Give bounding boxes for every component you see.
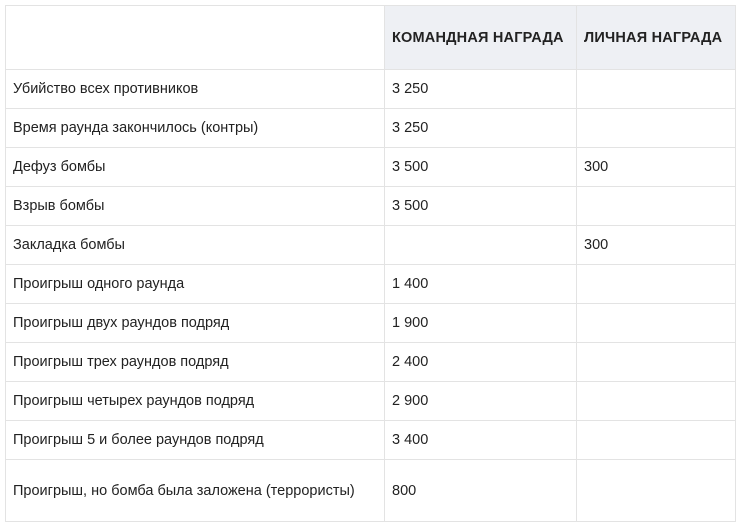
table-row (6, 421, 736, 460)
team-reward-cell: 3 500 (385, 187, 577, 226)
event-cell: Убийство всех противников (6, 70, 385, 109)
table-row (6, 460, 736, 522)
team-reward-cell: 3 250 (385, 70, 577, 109)
table-row (6, 70, 736, 109)
team-reward-cell: 3 250 (385, 109, 577, 148)
header-cell-team-reward: КОМАНДНАЯ НАГРАДА (385, 6, 577, 70)
table-row (6, 187, 736, 226)
event-cell: Проигрыш двух раундов подряд (6, 304, 385, 343)
personal-reward-cell (577, 343, 736, 382)
table-row (6, 343, 736, 382)
personal-reward-cell (577, 265, 736, 304)
event-cell: Проигрыш, но бомба была заложена (террористы) (6, 460, 385, 522)
header-cell-event (6, 6, 385, 70)
rewards-table (5, 5, 736, 522)
team-reward-cell: 1 900 (385, 304, 577, 343)
personal-reward-cell: 300 (577, 226, 736, 265)
personal-reward-cell (577, 109, 736, 148)
table-row (6, 382, 736, 421)
personal-reward-cell: 300 (577, 148, 736, 187)
personal-reward-cell (577, 460, 736, 522)
team-reward-cell: 3 500 (385, 148, 577, 187)
personal-reward-cell (577, 304, 736, 343)
team-reward-cell: 2 400 (385, 343, 577, 382)
table-row (6, 304, 736, 343)
event-cell: Дефуз бомбы (6, 148, 385, 187)
team-reward-cell: 800 (385, 460, 577, 522)
table-row (6, 265, 736, 304)
table-row (6, 109, 736, 148)
event-cell: Проигрыш одного раунда (6, 265, 385, 304)
team-reward-cell: 1 400 (385, 265, 577, 304)
team-reward-cell: 2 900 (385, 382, 577, 421)
event-cell: Проигрыш 5 и более раундов подряд (6, 421, 385, 460)
event-cell: Закладка бомбы (6, 226, 385, 265)
personal-reward-cell (577, 382, 736, 421)
personal-reward-cell (577, 421, 736, 460)
team-reward-cell (385, 226, 577, 265)
personal-reward-cell (577, 187, 736, 226)
event-cell: Время раунда закончилось (контры) (6, 109, 385, 148)
table-header-row (6, 6, 736, 70)
event-cell: Проигрыш четырех раундов подряд (6, 382, 385, 421)
table-row (6, 148, 736, 187)
team-reward-cell: 3 400 (385, 421, 577, 460)
table-row (6, 226, 736, 265)
event-cell: Проигрыш трех раундов подряд (6, 343, 385, 382)
event-cell: Взрыв бомбы (6, 187, 385, 226)
header-cell-personal-reward: ЛИЧНАЯ НАГРАДА (577, 6, 736, 70)
personal-reward-cell (577, 70, 736, 109)
